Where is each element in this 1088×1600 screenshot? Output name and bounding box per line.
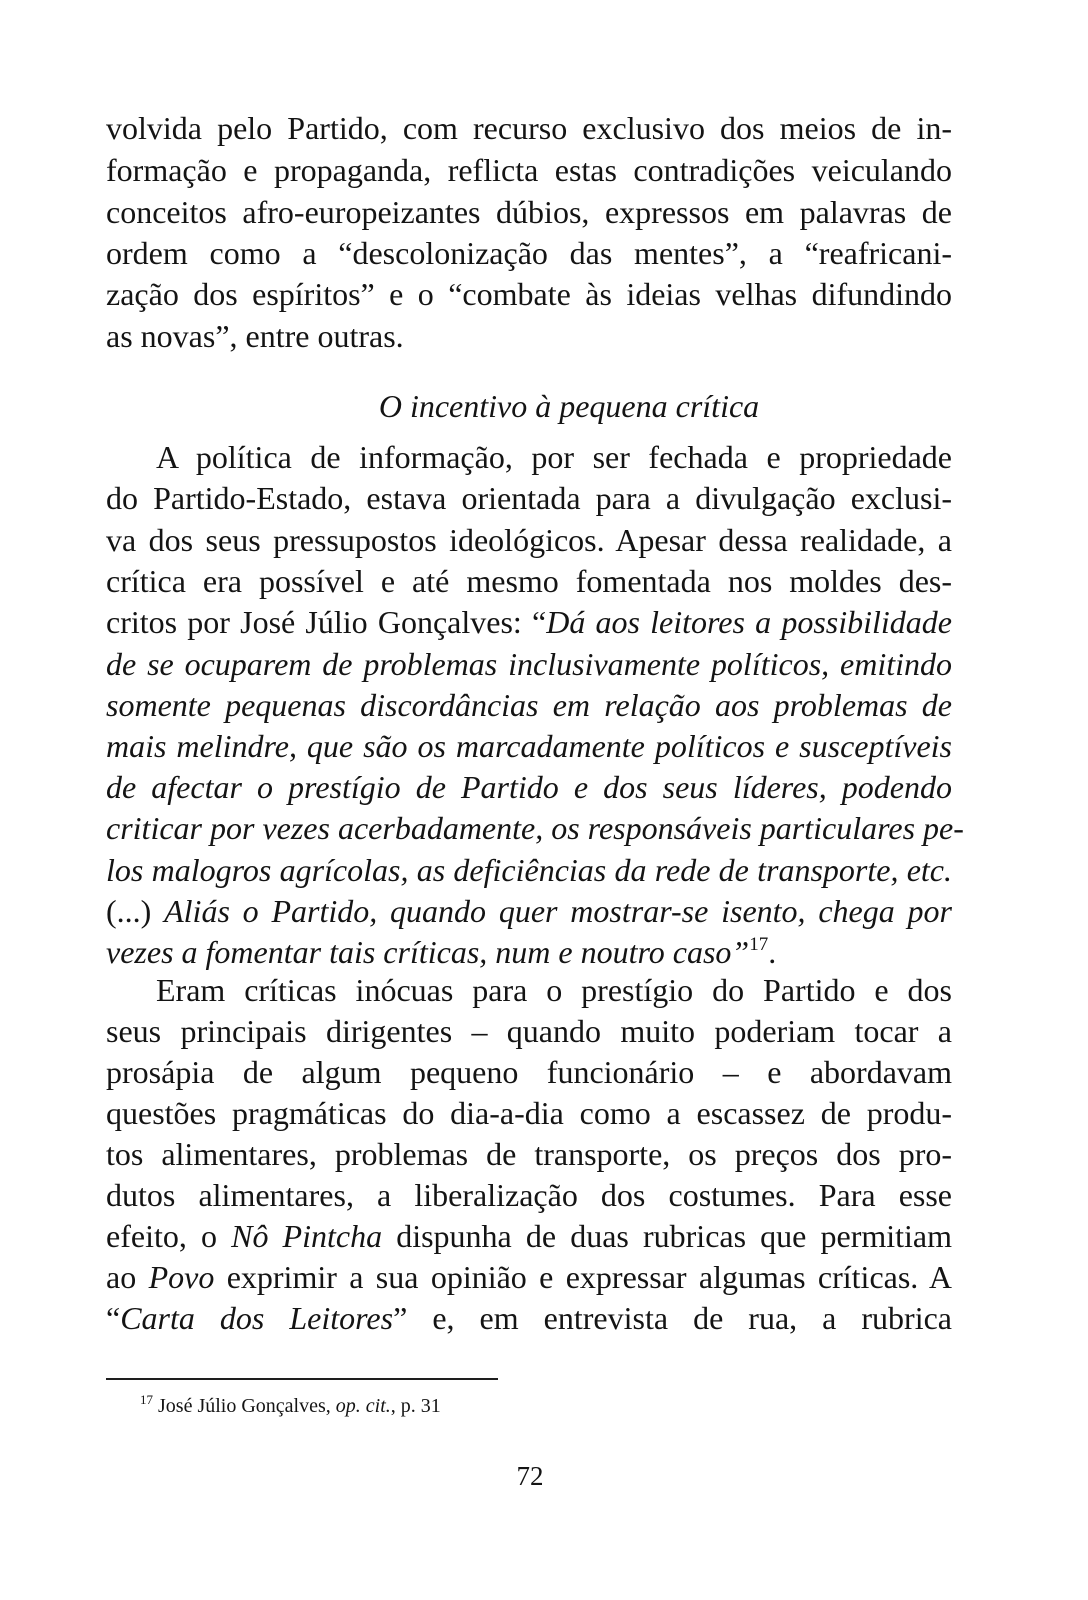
text-fragment: critos por José Júlio Gonçalves: “ (106, 604, 547, 640)
quote-close: ” (731, 934, 750, 970)
text-line: formação e propaganda, reflicta estas contradições veiculando (106, 152, 952, 188)
text-line: prosápia de algum pequeno funcionário – e abordavam (106, 1054, 952, 1090)
quote-line (106, 932, 952, 972)
footnote-citation: op. cit. (335, 1395, 391, 1417)
footnote-text: , p. 31 (390, 1395, 441, 1417)
text-line: do Partido-Estado, estava orientada para a divulgação exclusi- (106, 480, 952, 516)
text-line: A política de informação, por ser fechada e propriedade (156, 439, 952, 475)
text-line: crítica era possível e até mesmo fomentada nos moldes des- (106, 563, 952, 599)
quote-line: los malogros agrícolas, as deficiências da rede de transporte, etc. (106, 852, 952, 888)
section-heading: O incentivo à pequena crítica (378, 388, 760, 424)
text-fragment: ” e, em entrevista de rua, a rubrica (393, 1300, 953, 1336)
page-number: 72 (516, 1461, 544, 1491)
footnote (140, 1392, 441, 1420)
text-line (106, 602, 952, 642)
text-line: tos alimentares, problemas de transporte, os preços dos pro- (106, 1136, 952, 1172)
text-line: seus principais dirigentes – quando muito poderiam tocar a (106, 1013, 952, 1049)
emphasis-text: Povo (148, 1259, 215, 1295)
text-fragment: “ (106, 1300, 121, 1336)
quote-line (106, 891, 952, 931)
quote-line: de afectar o prestígio de Partido e dos seus líderes, podendo (106, 769, 952, 805)
text-line: Eram críticas inócuas para o prestígio do Partido e dos (156, 972, 952, 1008)
rubric-title: Carta dos Leitores (120, 1300, 394, 1336)
text-line (106, 1298, 952, 1338)
quote-line: de se ocuparem de problemas inclusivamente políticos, emitindo (106, 646, 952, 682)
text-line: va dos seus pressupostos ideológicos. Apesar dessa realidade, a (106, 522, 952, 558)
quote-text: Aliás o Partido, quando quer mostrar-se isento, chega por (164, 893, 953, 929)
text-line: volvida pelo Partido, com recurso exclusivo dos meios de in- (106, 110, 952, 146)
text-line: conceitos afro-europeizantes dúbios, expressos em palavras de (106, 194, 952, 230)
footnote-text: José Júlio Gonçalves, (153, 1395, 336, 1417)
text-fragment: exprimir a sua opinião e expressar algumas críticas. A (214, 1259, 953, 1295)
footnote-reference[interactable]: 17 (749, 934, 769, 955)
text-line: as novas”, entre outras. (106, 318, 404, 354)
text-fragment: dispunha de duas rubricas que permitiam (382, 1218, 953, 1254)
footnote-number: 17 (140, 1392, 153, 1407)
text-line: zação dos espíritos” e o “combate às ideias velhas difundindo (106, 276, 952, 312)
quote-line: somente pequenas discordâncias em relação aos problemas de (106, 687, 952, 723)
text-fragment: efeito, o (106, 1218, 232, 1254)
quote-text: Dá aos leitores a possibilidade (546, 604, 953, 640)
text-line (106, 1216, 952, 1256)
text-line (106, 1257, 952, 1297)
quote-line: criticar por vezes acerbadamente, os responsáveis particulares pe- (106, 810, 964, 846)
text-line: questões pragmáticas do dia-a-dia como a escassez de produ- (106, 1095, 952, 1131)
text-line: dutos alimentares, a liberalização dos costumes. Para esse (106, 1177, 952, 1213)
text-fragment: . (768, 934, 777, 970)
text-fragment: (...) (106, 893, 165, 929)
quote-text: vezes a fomentar tais críticas, num e noutro caso (106, 934, 732, 970)
newspaper-title: Nô Pintcha (231, 1218, 383, 1254)
text-line: ordem como a “descolonização das mentes”, a “reafricani- (106, 235, 952, 271)
text-fragment: ao (106, 1259, 149, 1295)
footnote-divider (106, 1378, 498, 1380)
quote-line: mais melindre, que são os marcadamente políticos e susceptíveis (106, 728, 952, 764)
